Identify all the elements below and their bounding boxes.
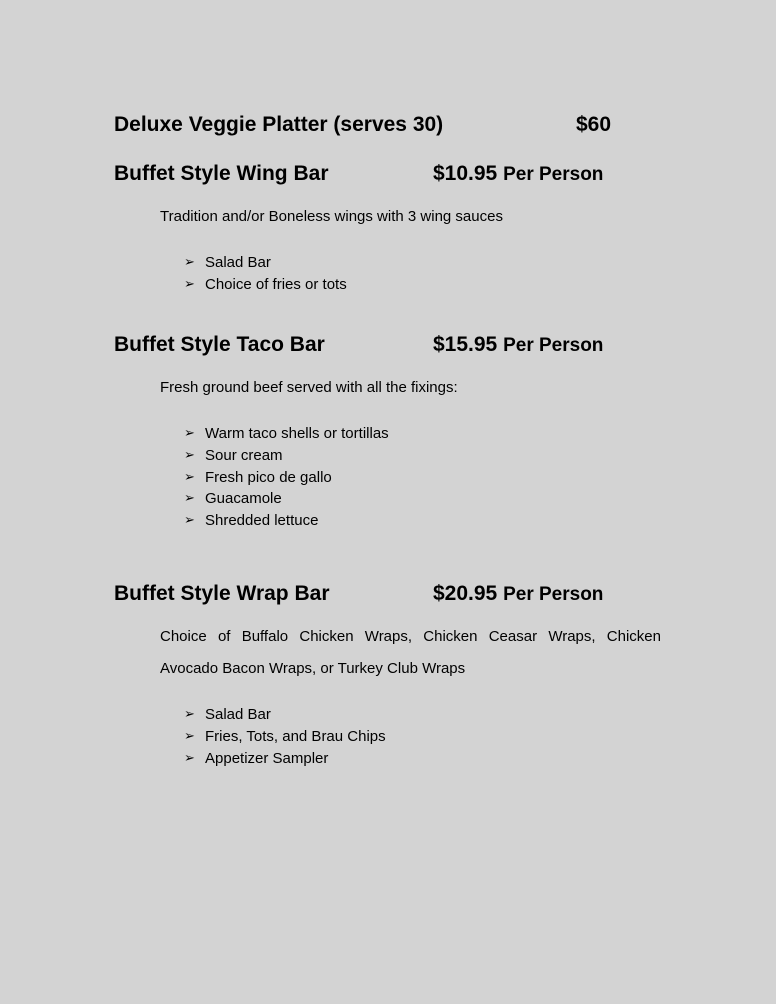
wing-bar-title: Buffet Style Wing Bar: [114, 162, 329, 185]
list-item-label: Salad Bar: [205, 706, 271, 723]
wing-bar-price: [433, 161, 603, 188]
arrowhead-bullet-icon: ➢: [184, 276, 195, 292]
list-item-label: Guacamole: [205, 490, 282, 508]
arrowhead-bullet-icon: ➢: [184, 491, 195, 507]
list-item: [184, 423, 389, 445]
list-item: [184, 488, 389, 510]
wrap-bar-price-unit: Per Person: [503, 584, 604, 605]
list-item: [184, 274, 347, 296]
list-item-label: Fresh pico de gallo: [205, 468, 332, 486]
wrap-bar-title: Buffet Style Wrap Bar: [114, 582, 330, 605]
list-item: [184, 704, 386, 726]
wing-bar-price-unit: Per Person: [503, 164, 604, 185]
list-item: [184, 510, 389, 532]
taco-bar-price: [433, 332, 603, 359]
wrap-bar-price: [433, 581, 603, 608]
veggie-platter-price: $60: [576, 113, 612, 136]
arrowhead-bullet-icon: ➢: [184, 750, 195, 766]
list-item-label: Shredded lettuce: [205, 512, 319, 530]
wrap-bar-price-amount: $20.95: [433, 582, 498, 605]
taco-bar-description: Fresh ground beef served with all the fixings:: [160, 379, 458, 396]
arrowhead-bullet-icon: ➢: [184, 255, 195, 270]
list-item-label: Salad Bar: [205, 254, 271, 271]
list-item-label: Appetizer Sampler: [205, 749, 329, 767]
list-item: [184, 445, 389, 467]
taco-bar-price-unit: Per Person: [503, 335, 604, 356]
list-item: [184, 252, 347, 274]
taco-bar-items: [184, 423, 389, 532]
arrowhead-bullet-icon: ➢: [184, 426, 195, 441]
arrowhead-bullet-icon: ➢: [184, 447, 195, 463]
list-item: [184, 748, 386, 770]
taco-bar-price-amount: $15.95: [433, 333, 498, 356]
wrap-bar-items: [184, 704, 386, 769]
arrowhead-bullet-icon: ➢: [184, 728, 195, 744]
list-item-label: Choice of fries or tots: [205, 275, 347, 293]
veggie-platter-title: Deluxe Veggie Platter (serves 30): [114, 113, 444, 136]
list-item-label: Fries, Tots, and Brau Chips: [205, 727, 386, 745]
arrowhead-bullet-icon: ➢: [184, 513, 195, 529]
wing-bar-items: [184, 252, 347, 296]
wing-bar-price-amount: $10.95: [433, 162, 498, 185]
wing-bar-description: Tradition and/or Boneless wings with 3 wing sauces: [160, 208, 503, 225]
list-item-label: Sour cream: [205, 446, 283, 464]
wrap-bar-description: Choice of Buffalo Chicken Wraps, Chicken Ceasar Wraps, Chicken Avocado Bacon Wraps, or Turkey Club Wraps: [160, 628, 661, 677]
list-item-label: Warm taco shells or tortillas: [205, 425, 389, 442]
arrowhead-bullet-icon: ➢: [184, 469, 195, 485]
list-item: [184, 726, 386, 748]
arrowhead-bullet-icon: ➢: [184, 707, 195, 722]
taco-bar-title: Buffet Style Taco Bar: [114, 333, 325, 356]
list-item: [184, 467, 389, 489]
